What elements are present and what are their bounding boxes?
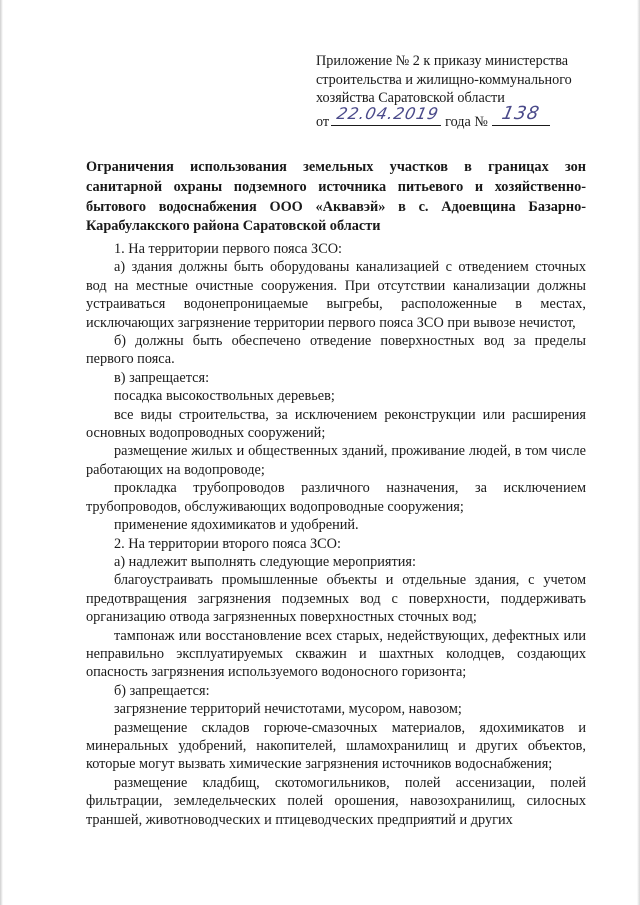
header-line-3: хозяйства Саратовской области [316,90,505,106]
paragraph: размещение кладбищ, скотомогильников, полей ассенизации, полей фильтрации, земледельческих полей орошения, навозохранилищ, силосных траншей, животноводческих и птицеводческих предприятий и других [86,774,586,828]
paragraph: размещение жилых и общественных зданий, проживание людей, в том числе работающих на водопроводе; [86,443,586,478]
paragraph: 1. На территории первого пояса ЗСО: [114,241,343,257]
paragraph: прокладка трубопроводов различного назначения, за исключением трубопроводов, обслуживающих водопроводные сооружения; [86,480,586,515]
document-title: Ограничения использования земельных участков в границах зон санитарной охраны подземного источника питьевого и хозяйственно-бытового водоснабжения ООО «Аквавэй» в с. Адоевщина Базарно-Карабулакского района Саратовской области [86,159,586,235]
paragraph: а) надлежит выполнять следующие мероприятия: [114,553,416,570]
handwritten-number: 138 [499,103,542,124]
from-prefix: от [316,113,330,130]
scan-edge-left [0,0,3,905]
paragraph: благоустраивать промышленные объекты и отдельные здания, с учетом предотвращения загрязнения подземных вод с поверхности, поддерживать организацию отвода загрязненных поверхностных сточных вод; [86,572,586,626]
header-line-1: Приложение № 2 к приказу министерства [316,53,569,69]
paragraph: применение ядохимикатов и удобрений. [114,517,359,534]
handwritten-date: 22.04.2019 [335,104,441,123]
number-fill-line [492,103,550,126]
paragraph: б) запрещается: [114,682,210,699]
paragraph: а) здания должны быть оборудованы канализацией с отведением сточных вод на местные очистные сооружения. При отсутствии канализации должны устраиваться водонепроницаемые выгребы, расположенные в местах, исключающих загрязнение территории первого пояса ЗСО при вывозе нечистот, [86,259,586,331]
date-fill-line [331,104,441,126]
paragraph: тампонаж или восстановление всех старых, недействующих, дефектных или неправильно эксплуатируемых скважин и шахтных колодцев, создающих опасность загрязнения используемого водоносного горизонта; [86,627,586,681]
paragraph: загрязнение территорий нечистотами, мусором, навозом; [114,701,462,718]
paragraph: посадка высокоствольных деревьев; [114,388,335,405]
appendix-header [316,52,606,131]
header-date-line [316,103,606,132]
paragraph: б) должны быть обеспечено отведение поверхностных вод за пределы первого пояса. [86,333,586,368]
paragraph: все виды строительства, за исключением реконструкции или расширения основных водопроводных сооружений; [86,406,586,442]
year-number-label: года № [445,113,488,130]
paragraph: размещение складов горюче-смазочных материалов, ядохимикатов и минеральных удобрений, накопителей, шламохранилищ и других объектов, которые могут вызвать химические загрязнения источников водоснабжения; [86,719,586,773]
document-body [86,240,586,829]
header-line-2: строительства и жилищно-коммунального [316,71,572,88]
paragraph: в) запрещается: [114,369,210,386]
paragraph: 2. На территории второго пояса ЗСО: [114,535,341,552]
